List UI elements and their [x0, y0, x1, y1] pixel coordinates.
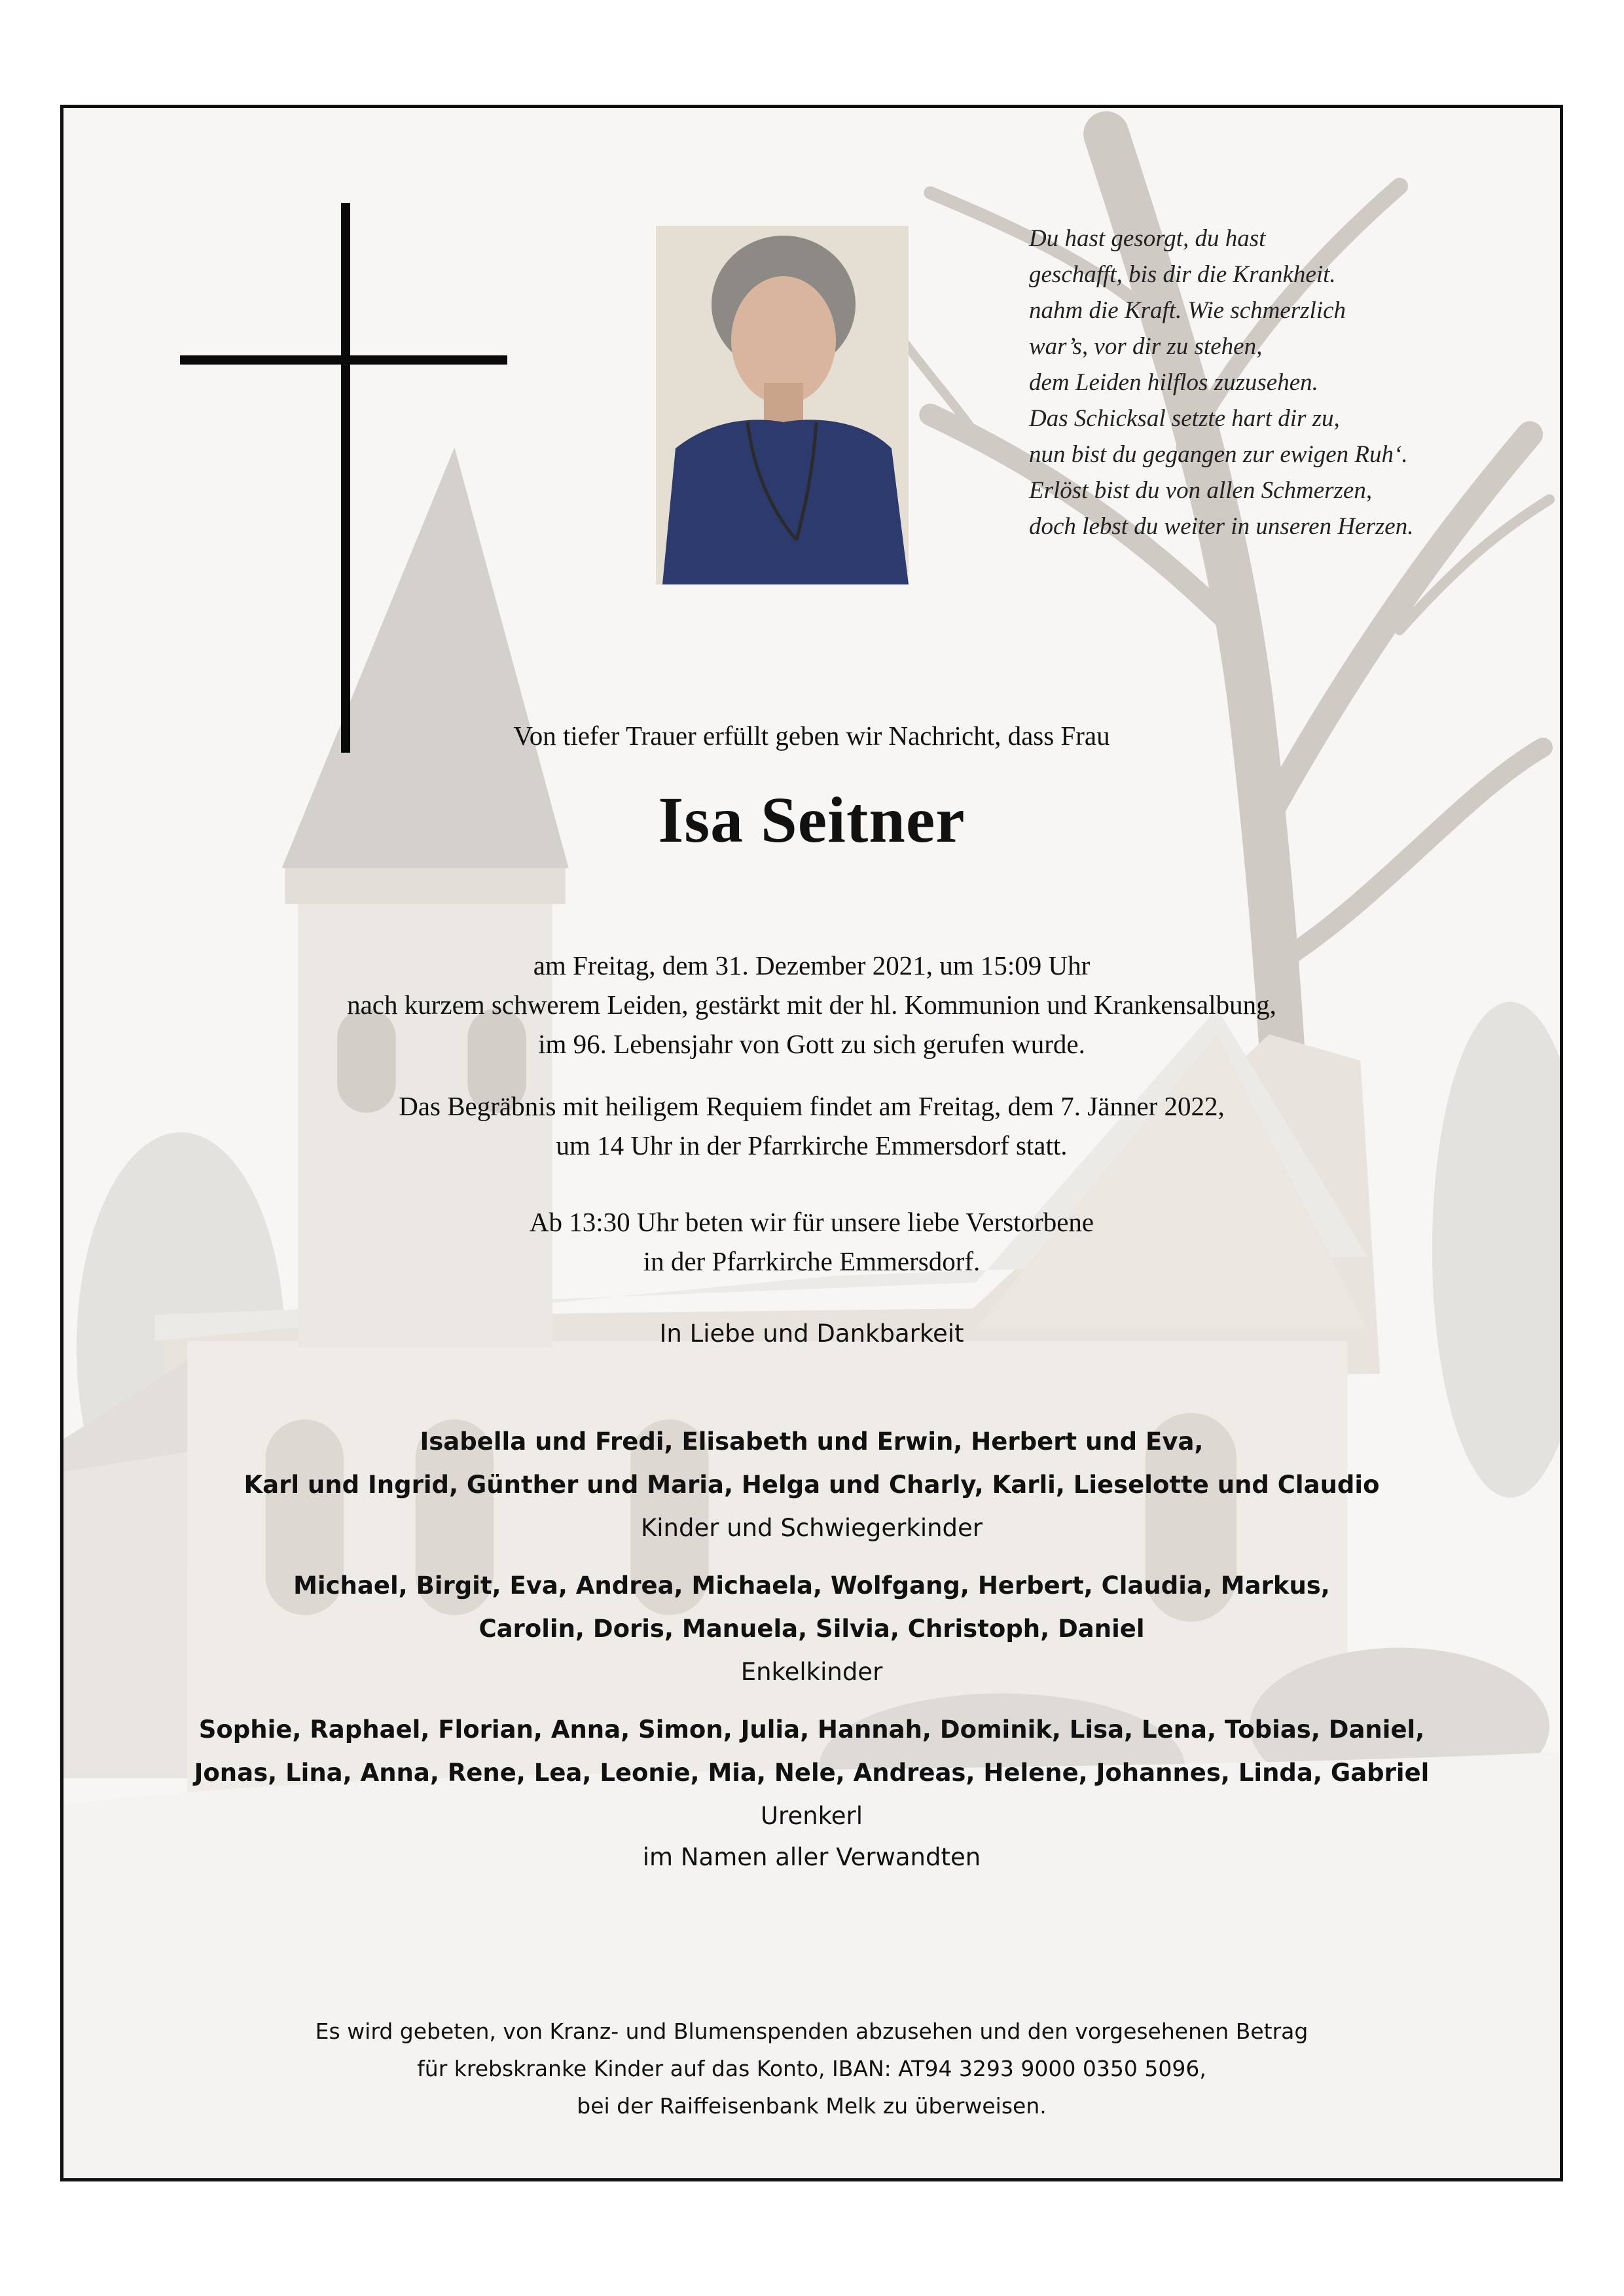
deceased-name: Isa Seitner — [658, 783, 965, 856]
poem-line: nahm die Kraft. Wie schmerzlich — [1029, 297, 1346, 324]
poem-line: geschafft, bis dir die Krankheit. — [1029, 261, 1336, 288]
donation-line: Es wird gebeten, von Kranz- und Blumenspenden abzusehen und den vorgesehenen Betrag — [315, 2018, 1308, 2044]
funeral-line: Das Begräbnis mit heiligem Requiem findet am Freitag, dem 7. Jänner 2022, — [399, 1091, 1225, 1121]
donation-notice — [63, 2013, 1560, 2125]
poem-line: nun bist du gegangen zur ewigen Ruh‘. — [1029, 441, 1408, 468]
portrait-photo — [656, 226, 909, 584]
portrait-image — [656, 226, 909, 584]
death-line: am Freitag, dem 31. Dezember 2021, um 15:09 Uhr — [533, 950, 1091, 980]
memorial-poem — [1029, 221, 1500, 545]
intro-text: Von tiefer Trauer erfüllt geben wir Nachricht, dass Frau — [513, 721, 1110, 751]
cross-bar — [180, 355, 507, 365]
prayer-paragraph — [63, 1202, 1560, 1281]
closing-text: im Namen aller Verwandten — [642, 1843, 981, 1871]
donation-line: bei der Raiffeisenbank Melk zu überweisen. — [577, 2093, 1047, 2119]
donation-line: für krebskranke Kinder auf das Konto, IBAN: AT94 3293 9000 0350 5096, — [417, 2056, 1206, 2081]
poem-line: dem Leiden hilflos zuzusehen. — [1029, 369, 1318, 396]
poem-line: Das Schicksal setzte hart dir zu, — [1029, 405, 1340, 432]
obituary-frame — [60, 105, 1563, 2181]
children-names: Karl und Ingrid, Günther und Maria, Helga und Charly, Karli, Lieselotte und Claudio — [244, 1471, 1380, 1499]
funeral-line: um 14 Uhr in der Pfarrkirche Emmersdorf statt. — [556, 1130, 1068, 1160]
funeral-paragraph — [63, 1086, 1560, 1165]
grandchildren-label: Enkelkinder — [740, 1658, 883, 1686]
grandchildren-names: Michael, Birgit, Eva, Andrea, Michaela, Wolfgang, Herbert, Claudia, Markus, — [293, 1571, 1330, 1600]
in-love-text: In Liebe und Dankbarkeit — [659, 1319, 964, 1348]
poem-line: doch lebst du weiter in unseren Herzen. — [1029, 513, 1414, 540]
death-line: im 96. Lebensjahr von Gott zu sich gerufen wurde. — [538, 1029, 1085, 1059]
family-list — [63, 1420, 1560, 1838]
grandchildren-names: Carolin, Doris, Manuela, Silvia, Christoph, Daniel — [478, 1615, 1145, 1643]
poem-line: war’s, vor dir zu stehen, — [1029, 333, 1263, 360]
great-grandchildren-names: Jonas, Lina, Anna, Rene, Lea, Leonie, Mia, Nele, Andreas, Helene, Johannes, Linda, Gabriel — [194, 1759, 1430, 1787]
poem-line: Du hast gesorgt, du hast — [1029, 225, 1266, 252]
cross-icon — [341, 203, 350, 753]
great-grandchildren-label: Urenkerl — [760, 1802, 863, 1830]
children-names: Isabella und Fredi, Elisabeth und Erwin, Herbert und Eva, — [420, 1427, 1204, 1456]
death-line: nach kurzem schwerem Leiden, gestärkt mit der hl. Kommunion und Krankensalbung, — [347, 990, 1276, 1020]
death-paragraph — [63, 946, 1560, 1064]
great-grandchildren-names: Sophie, Raphael, Florian, Anna, Simon, Julia, Hannah, Dominik, Lisa, Lena, Tobias, Daniel, — [198, 1715, 1425, 1744]
poem-line: Erlöst bist du von allen Schmerzen, — [1029, 477, 1373, 504]
prayer-line: Ab 13:30 Uhr beten wir für unsere liebe Verstorbene — [529, 1207, 1094, 1237]
prayer-line: in der Pfarrkirche Emmersdorf. — [643, 1246, 981, 1276]
children-label: Kinder und Schwiegerkinder — [640, 1514, 983, 1542]
